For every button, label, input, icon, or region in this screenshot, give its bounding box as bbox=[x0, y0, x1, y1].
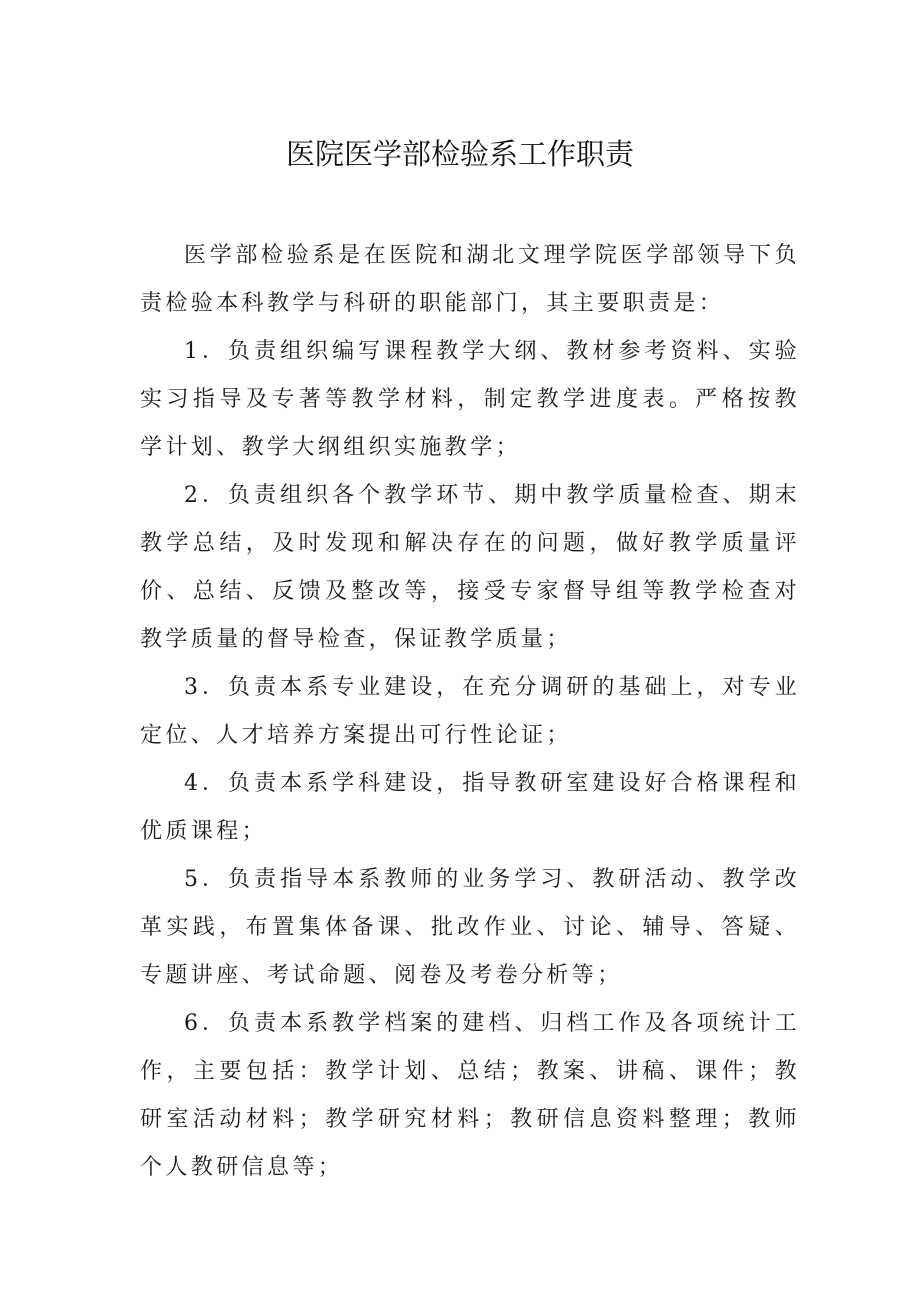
document-title: 医院医学部检验系工作职责 bbox=[285, 137, 634, 171]
document-body bbox=[140, 232, 800, 1192]
duty-item-5: 5．负责指导本系教师的业务学习、教研活动、教学改革实践，布置集体备课、批改作业、讨论、辅导、答疑、专题讲座、考试命题、阅卷及考卷分析等； bbox=[140, 867, 800, 988]
duty-item-4: 4．负责本系学科建设，指导教研室建设好合格课程和优质课程； bbox=[140, 771, 800, 844]
duty-item-6: 6．负责本系教学档案的建档、归档工作及各项统计工作，主要包括：教学计划、总结；教案、讲稿、课件；教研室活动材料；教学研究材料；教研信息资料整理；教师个人教研信息等； bbox=[140, 1011, 800, 1180]
duty-item-3: 3．负责本系专业建设，在充分调研的基础上，对专业定位、人才培养方案提出可行性论证； bbox=[140, 675, 800, 748]
intro-paragraph: 医学部检验系是在医院和湖北文理学院医学部领导下负责检验本科教学与科研的职能部门，其主要职责是： bbox=[140, 243, 800, 316]
duty-item-1: 1．负责组织编写课程教学大纲、教材参考资料、实验实习指导及专著等教学材料，制定教学进度表。严格按教学计划、教学大纲组织实施教学； bbox=[140, 339, 800, 460]
duty-item-2: 2．负责组织各个教学环节、期中教学质量检查、期末教学总结，及时发现和解决存在的问题，做好教学质量评价、总结、反馈及整改等，接受专家督导组等教学检查对教学质量的督导检查，保证教学质量； bbox=[140, 483, 800, 652]
